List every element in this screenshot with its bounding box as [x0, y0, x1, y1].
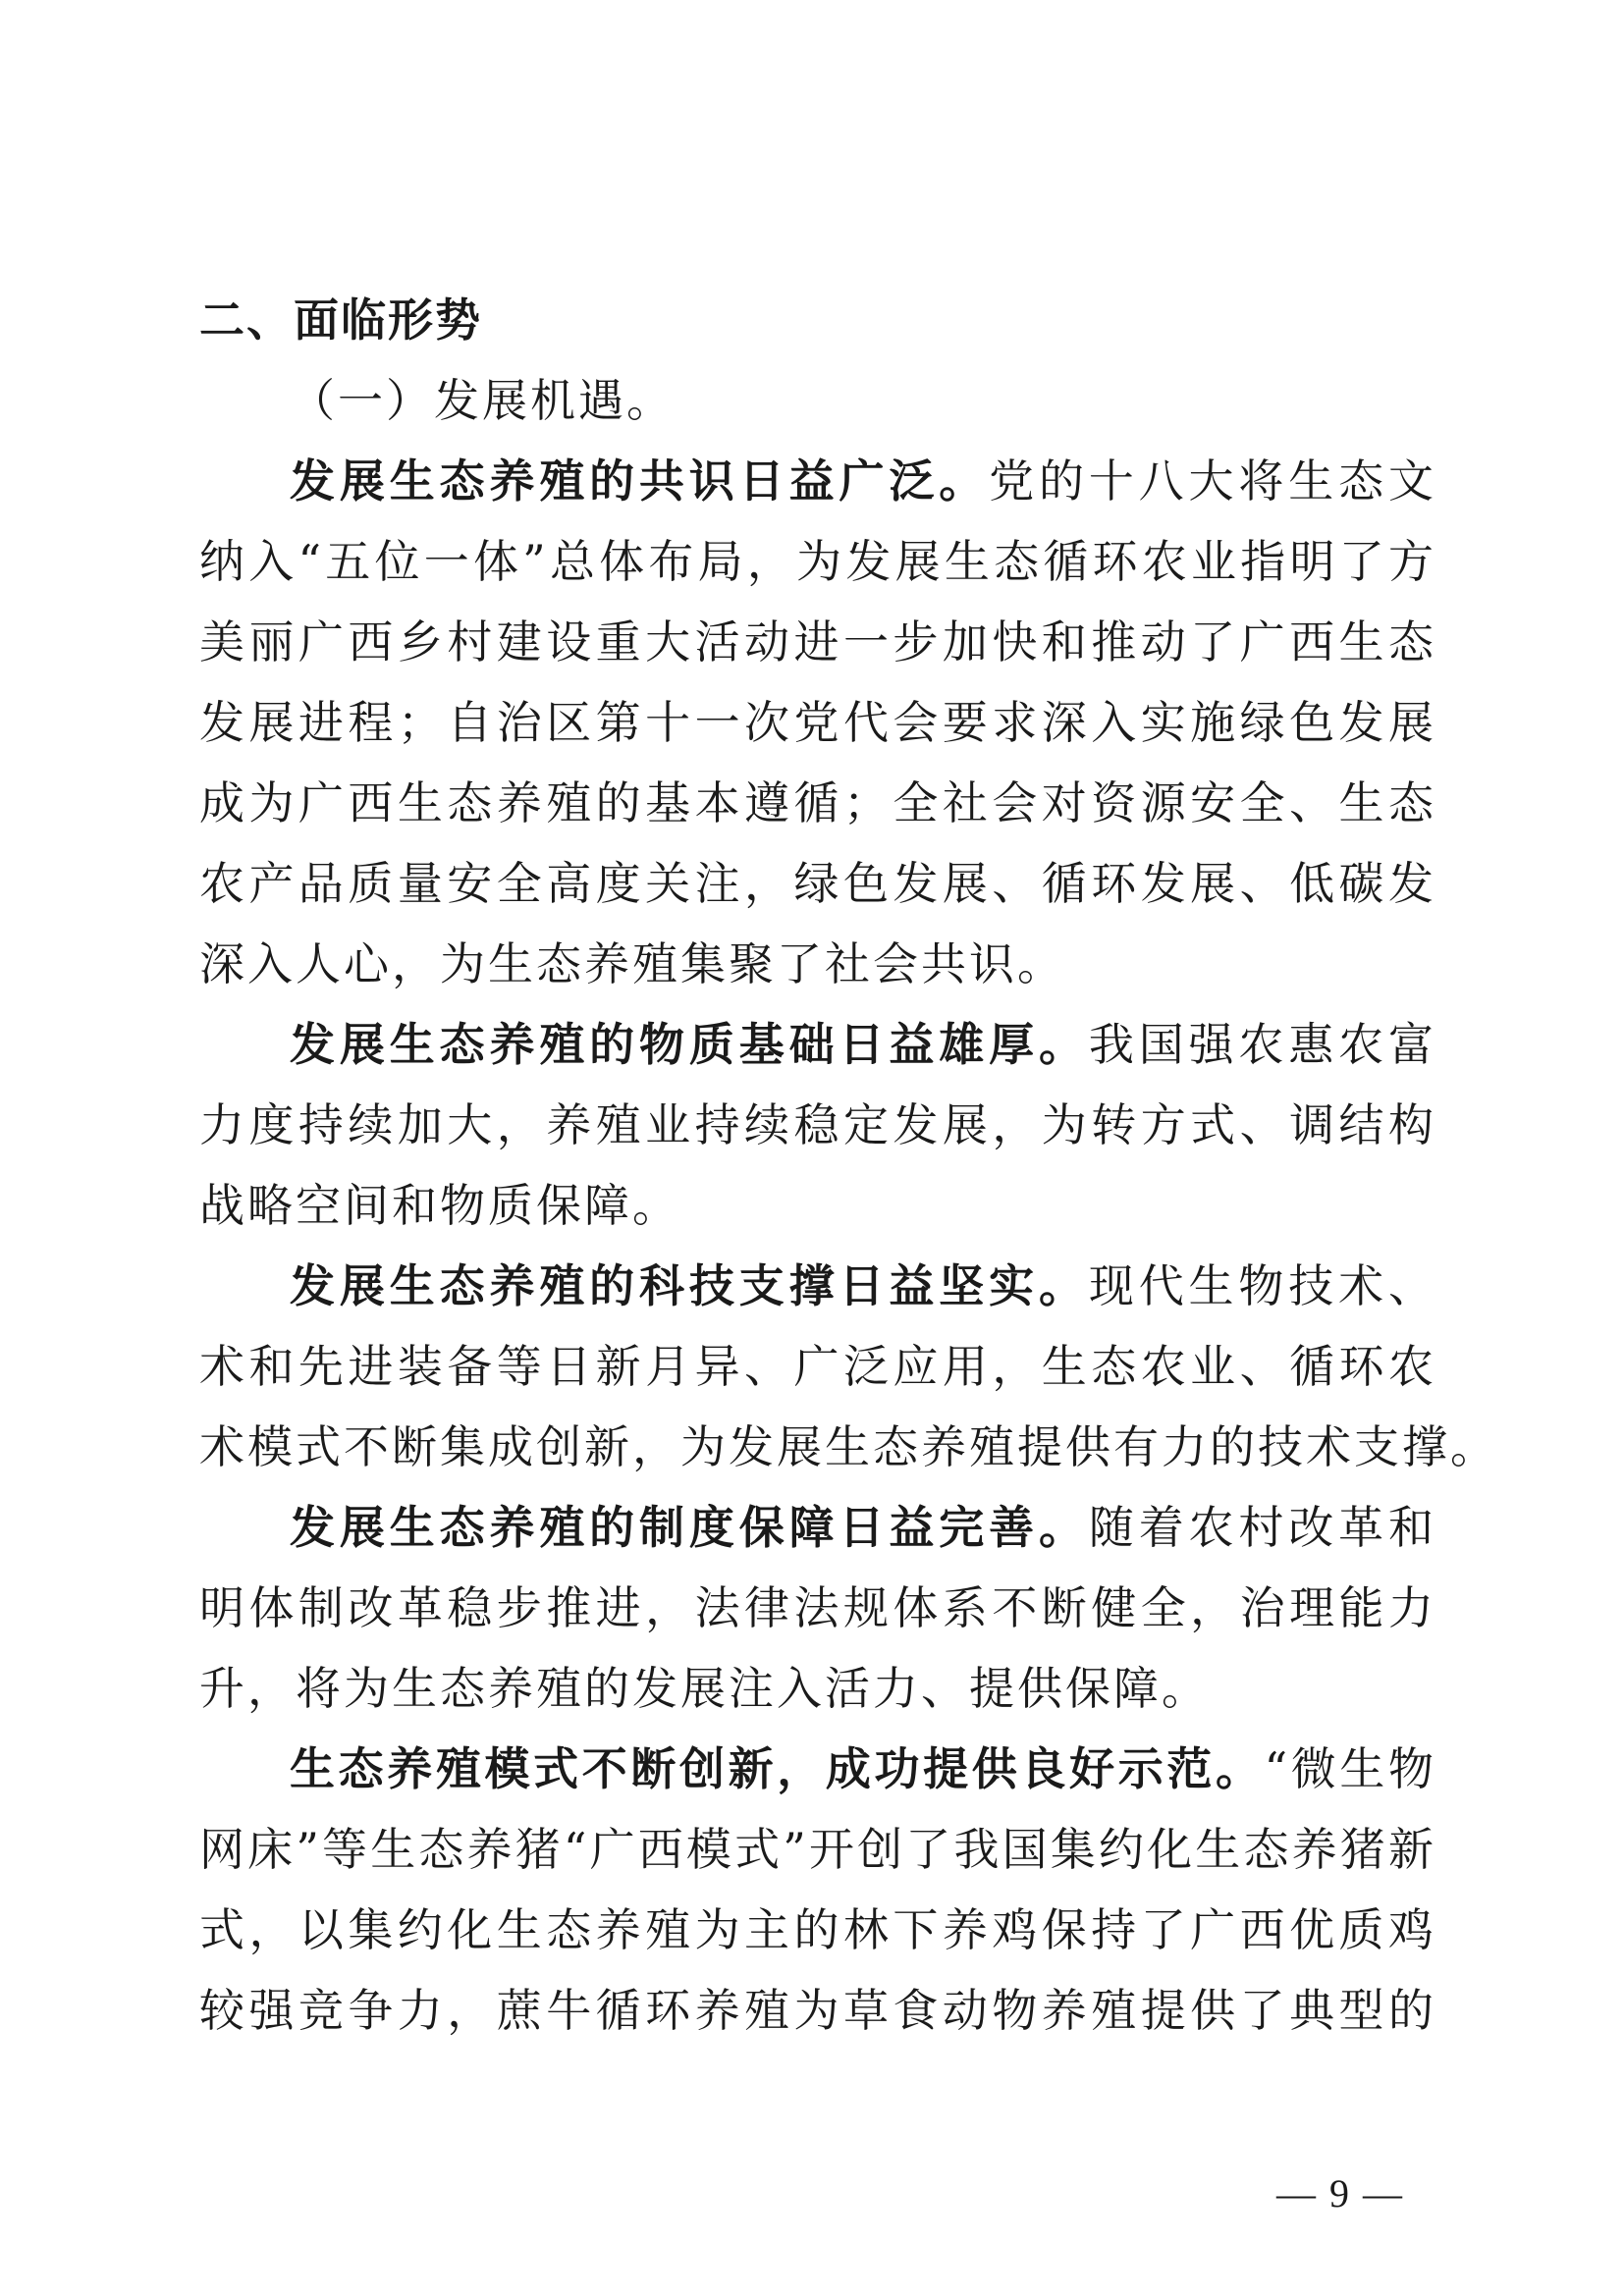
page-number: — 9 —: [1276, 2171, 1404, 2216]
paragraph-line: 力度持续加大，养殖业持续稳定发展，为转方式、调结构: [199, 1098, 1436, 1151]
paragraph-line: [290, 1015, 1436, 1074]
paragraph-text: 随着农村改革和: [1088, 1501, 1436, 1554]
paragraph-line: [290, 1498, 1436, 1557]
paragraph-line: 术模式不断集成创新，为发展生态养殖提供有力的技术支撑。: [199, 1420, 1498, 1473]
paragraph-line: 式，以集约化生态养殖为主的林下养鸡保持了广西优质鸡: [199, 1903, 1436, 1956]
paragraph-line: 明体制改革稳步推进，法律法规体系不断健全，治理能力: [199, 1581, 1436, 1634]
paragraph-lead: 生态养殖模式不断创新，成功提供良好示范。: [290, 1742, 1265, 1795]
paragraph-lead: 发展生态养殖的物质基础日益雄厚。: [290, 1018, 1089, 1071]
paragraph-line: [290, 1256, 1436, 1315]
section-title: 二、面临形势: [199, 294, 482, 347]
paragraph-line: 成为广西生态养殖的基本遵循；全社会对资源安全、生态: [199, 776, 1436, 829]
paragraph-line: 发展进程；自治区第十一次党代会要求深入实施绿色发展: [199, 696, 1436, 749]
paragraph-text: 党的十八大将生态文: [989, 454, 1436, 507]
paragraph-line: 美丽广西乡村建设重大活动进一步加快和推动了广西生态: [199, 615, 1436, 668]
paragraph-line: 深入人心，为生态养殖集聚了社会共识。: [199, 937, 1065, 990]
paragraph-text: “微生物: [1264, 1742, 1436, 1795]
paragraph-line: 纳入“五位一体”总体布局，为发展生态循环农业指明了方: [199, 535, 1436, 588]
paragraph-lead: 发展生态养殖的共识日益广泛。: [290, 454, 990, 507]
paragraph-line: [290, 452, 1436, 510]
subsection-title: （一）发展机遇。: [290, 374, 675, 427]
paragraph-lead: 发展生态养殖的科技支撑日益坚实。: [290, 1259, 1089, 1312]
paragraph-line: [290, 1739, 1436, 1798]
paragraph-text: 现代生物技术、: [1088, 1259, 1436, 1312]
paragraph-lead: 发展生态养殖的制度保障日益完善。: [290, 1501, 1089, 1554]
paragraph-line: 升，将为生态养殖的发展注入活力、提供保障。: [199, 1662, 1210, 1715]
paragraph-line: 战略空间和物质保障。: [199, 1179, 680, 1232]
paragraph-line: 农产品质量安全高度关注，绿色发展、循环发展、低碳发: [199, 857, 1436, 910]
paragraph-line: 网床”等生态养猪“广西模式”开创了我国集约化生态养猪新: [199, 1823, 1436, 1876]
paragraph-text: 我国强农惠农富: [1088, 1018, 1436, 1071]
paragraph-line: 术和先进装备等日新月异、广泛应用，生态农业、循环农: [199, 1340, 1436, 1393]
paragraph-line: 较强竞争力，蔗牛循环养殖为草食动物养殖提供了典型的: [199, 1984, 1436, 2037]
